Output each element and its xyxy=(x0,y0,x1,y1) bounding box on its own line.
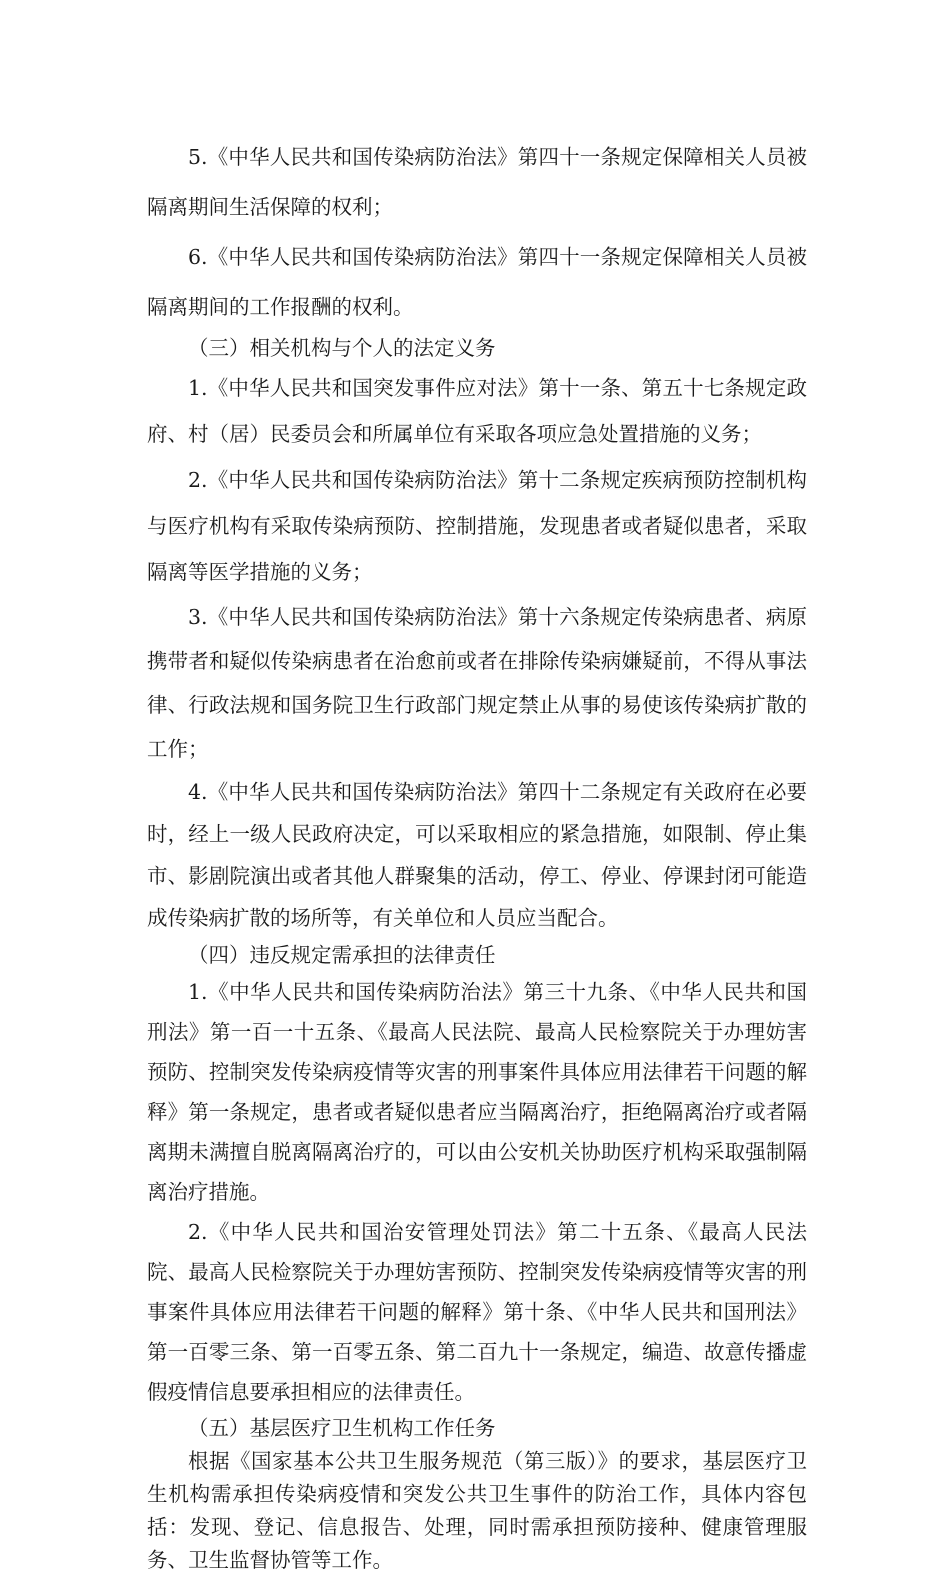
list-item xyxy=(147,771,807,939)
paragraph-text: 2.《中华人民共和国传染病防治法》第十二条规定疾病预防控制机构与医疗机构有采取传染病预防、控制措施，发现患者或者疑似患者，采取隔离等医学措施的义务； xyxy=(147,468,807,584)
list-item xyxy=(147,365,807,457)
list-item xyxy=(147,232,807,332)
section-heading: （三）相关机构与个人的法定义务 xyxy=(188,336,496,360)
list-item xyxy=(147,1212,807,1412)
paragraph-text: 3.《中华人民共和国传染病防治法》第十六条规定传染病患者、病原携带者和疑似传染病患者在治愈前或者在排除传染病嫌疑前，不得从事法律、行政法规和国务院卫生行政部门规定禁止从事的易使该传染病扩散的工作； xyxy=(147,605,807,761)
list-item xyxy=(147,132,807,232)
paragraph-text: 1.《中华人民共和国突发事件应对法》第十一条、第五十七条规定政府、村（居）民委员会和所属单位有采取各项应急处置措施的义务； xyxy=(147,376,807,446)
section-heading: （四）违反规定需承担的法律责任 xyxy=(188,943,496,967)
body-paragraph: 根据《国家基本公共卫生服务规范（第三版）》的要求，基层医疗卫生机构需承担传染病疫情和突发公共卫生事件的防治工作，具体内容包括：发现、登记、信息报告、处理，同时需承担预防接种、健康管理服务、卫生监督协管等工作。 xyxy=(147,1449,807,1572)
list-item xyxy=(147,457,807,595)
list-item xyxy=(147,972,807,1212)
paragraph-text: 6.《中华人民共和国传染病防治法》第四十一条规定保障相关人员被隔离期间的工作报酬的权利。 xyxy=(147,245,807,319)
paragraph-text: 1.《中华人民共和国传染病防治法》第三十九条、《中华人民共和国刑法》第一百一十五条、《最高人民法院、最高人民检察院关于办理妨害预防、控制突发传染病疫情等灾害的刑事案件具体应用法律若干问题的解释》第一条规定，患者或者疑似患者应当隔离治疗，拒绝隔离治疗或者隔离期未满擅自脱离隔离治疗的，可以由公安机关协助医疗机构采取强制隔离治疗措施。 xyxy=(147,980,807,1204)
document-page xyxy=(147,132,807,1577)
section-heading: （五）基层医疗卫生机构工作任务 xyxy=(188,1416,496,1440)
paragraph-text: 2.《中华人民共和国治安管理处罚法》第二十五条、《最高人民法院、最高人民检察院关于办理妨害预防、控制突发传染病疫情等灾害的刑事案件具体应用法律若干问题的解释》第十条、《中华人民共和国刑法》第一百零三条、第一百零五条、第二百九十一条规定，编造、故意传播虚假疫情信息要承担相应的法律责任。 xyxy=(147,1220,807,1404)
paragraph-text: 5.《中华人民共和国传染病防治法》第四十一条规定保障相关人员被隔离期间生活保障的权利； xyxy=(147,145,807,219)
list-item xyxy=(147,595,807,771)
paragraph-text: 4.《中华人民共和国传染病防治法》第四十二条规定有关政府在必要时，经上一级人民政府决定，可以采取相应的紧急措施，如限制、停止集市、影剧院演出或者其他人群聚集的活动，停工、停业、停课封闭可能造成传染病扩散的场所等，有关单位和人员应当配合。 xyxy=(147,780,807,930)
